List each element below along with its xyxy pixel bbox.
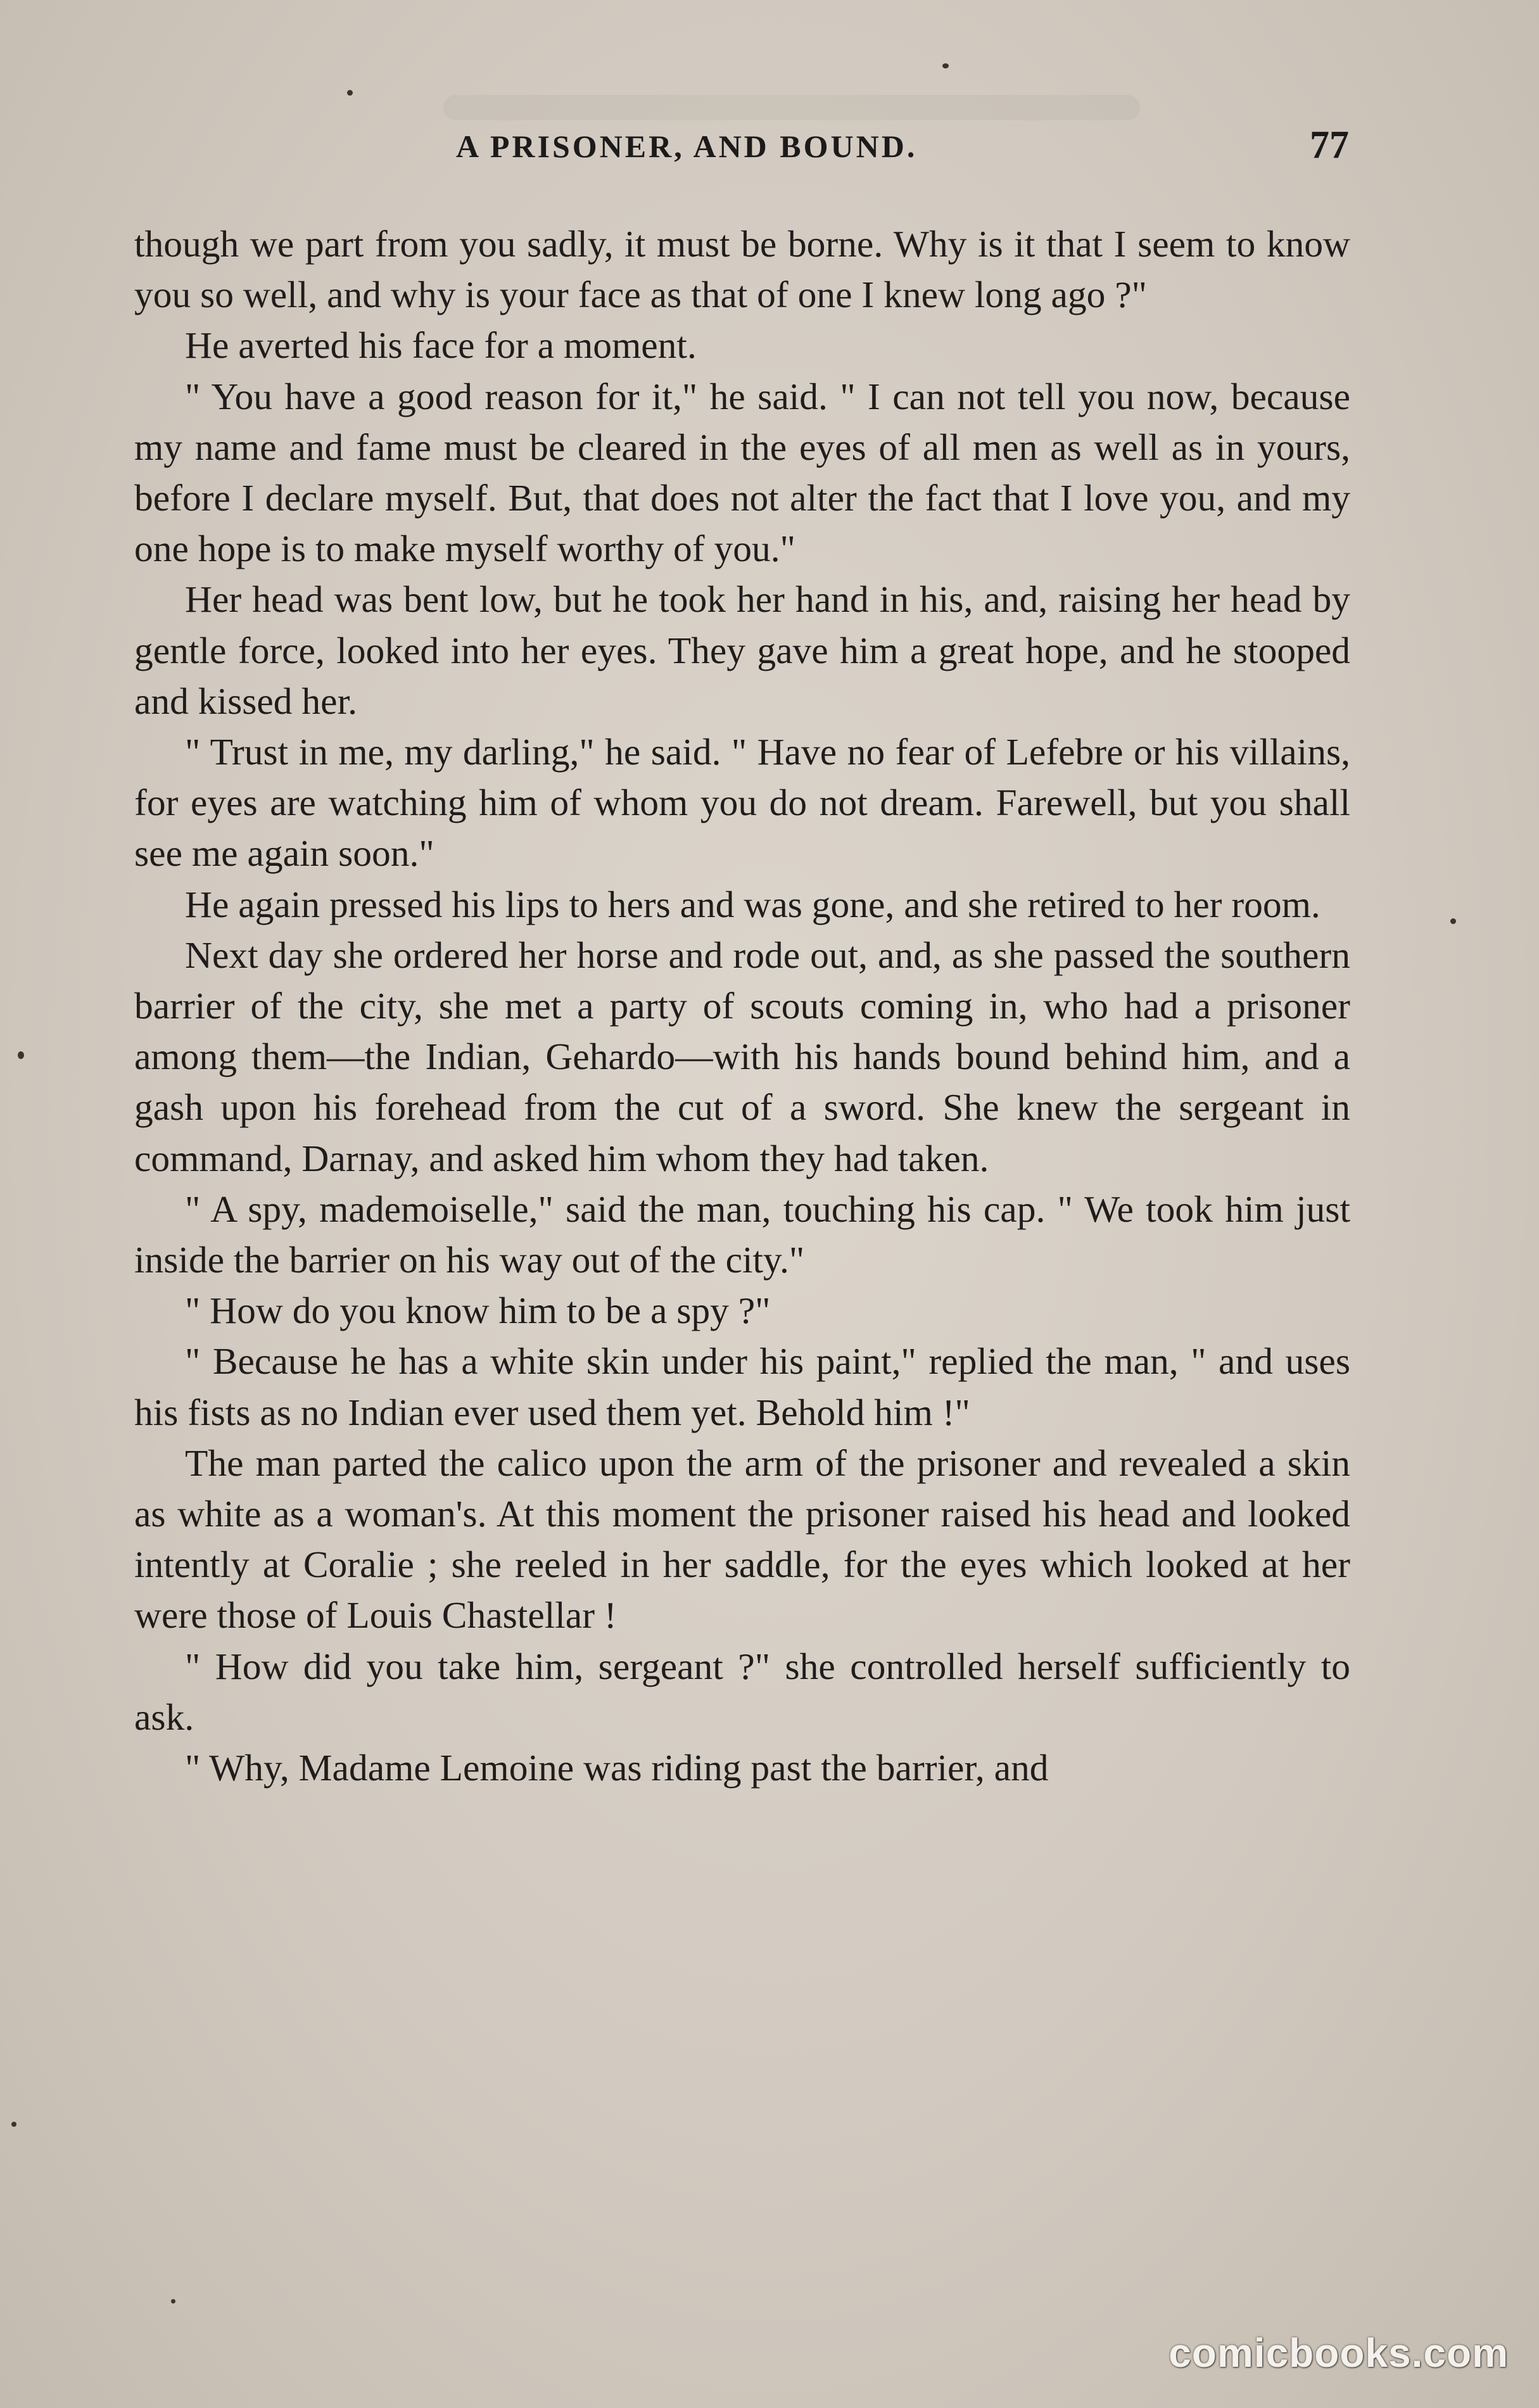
paragraph: " You have a good reason for it," he said. " I can not tell you now, because my name and fame must be cleared in the eyes of all men as well as in yours, before I declare myself. But, that does not alter the fact that I love you, and my one hope is to make myself worthy of you." [134, 375, 1350, 570]
paragraph: " A spy, mademoiselle," said the man, touching his cap. " We took him just inside the barrier on his way out of the city." [134, 1188, 1350, 1281]
paragraph: " Because he has a white skin under his paint," replied the man, " and uses his fists as no Indian ever used them yet. Behold him !" [134, 1340, 1350, 1433]
paper-speck [347, 90, 353, 96]
page-header [0, 114, 1539, 184]
paragraph: " Trust in me, my darling," he said. " Have no fear of Lefebre or his villains, for eyes are watching him of whom you do not dream. Farewell, but you shall see me again soon." [134, 731, 1350, 875]
paper-speck [171, 2299, 175, 2303]
paragraph: He again pressed his lips to hers and was gone, and she retired to her room. [185, 883, 1320, 925]
paper-speck [942, 63, 949, 68]
running-head: A PRISONER, AND BOUND. [456, 129, 918, 164]
paper-speck [11, 2122, 16, 2127]
body-text [134, 219, 1350, 1793]
paper-speck [1450, 918, 1456, 924]
paragraph: though we part from you sadly, it must be borne. Why is it that I seem to know you so well, and why is your face as that of one I knew long ago ?" [134, 223, 1350, 316]
paragraph: " How did you take him, sergeant ?" she controlled herself sufficiently to ask. [134, 1645, 1350, 1738]
paper-speck [18, 1051, 24, 1059]
paragraph: " Why, Madame Lemoine was riding past the barrier, and [185, 1747, 1049, 1789]
paragraph: Next day she ordered her horse and rode out, and, as she passed the southern barrier of the city, she met a party of scouts coming in, who had a prisoner among them—the Indian, Gehardo—with his hands bound behind him, and a gash upon his forehead from the cut of a sword. She knew the sergeant in command, Darnay, and asked him whom they had taken. [134, 934, 1350, 1179]
page-number: 77 [1310, 124, 1349, 167]
paragraph: The man parted the calico upon the arm of the prisoner and revealed a skin as white as a woman's. At this moment the prisoner raised his head and looked intently at Coralie ; she reeled in her saddle, for the eyes which looked at her were those of Louis Chastellar ! [134, 1442, 1350, 1637]
paragraph: Her head was bent low, but he took her hand in his, and, raising her head by gentle force, looked into her eyes. They gave him a great hope, and he stooped and kissed her. [134, 578, 1350, 722]
paragraph: He averted his face for a moment. [185, 324, 697, 367]
paragraph: " How do you know him to be a spy ?" [185, 1290, 771, 1332]
watermark: comicbooks.com [1168, 2330, 1509, 2376]
